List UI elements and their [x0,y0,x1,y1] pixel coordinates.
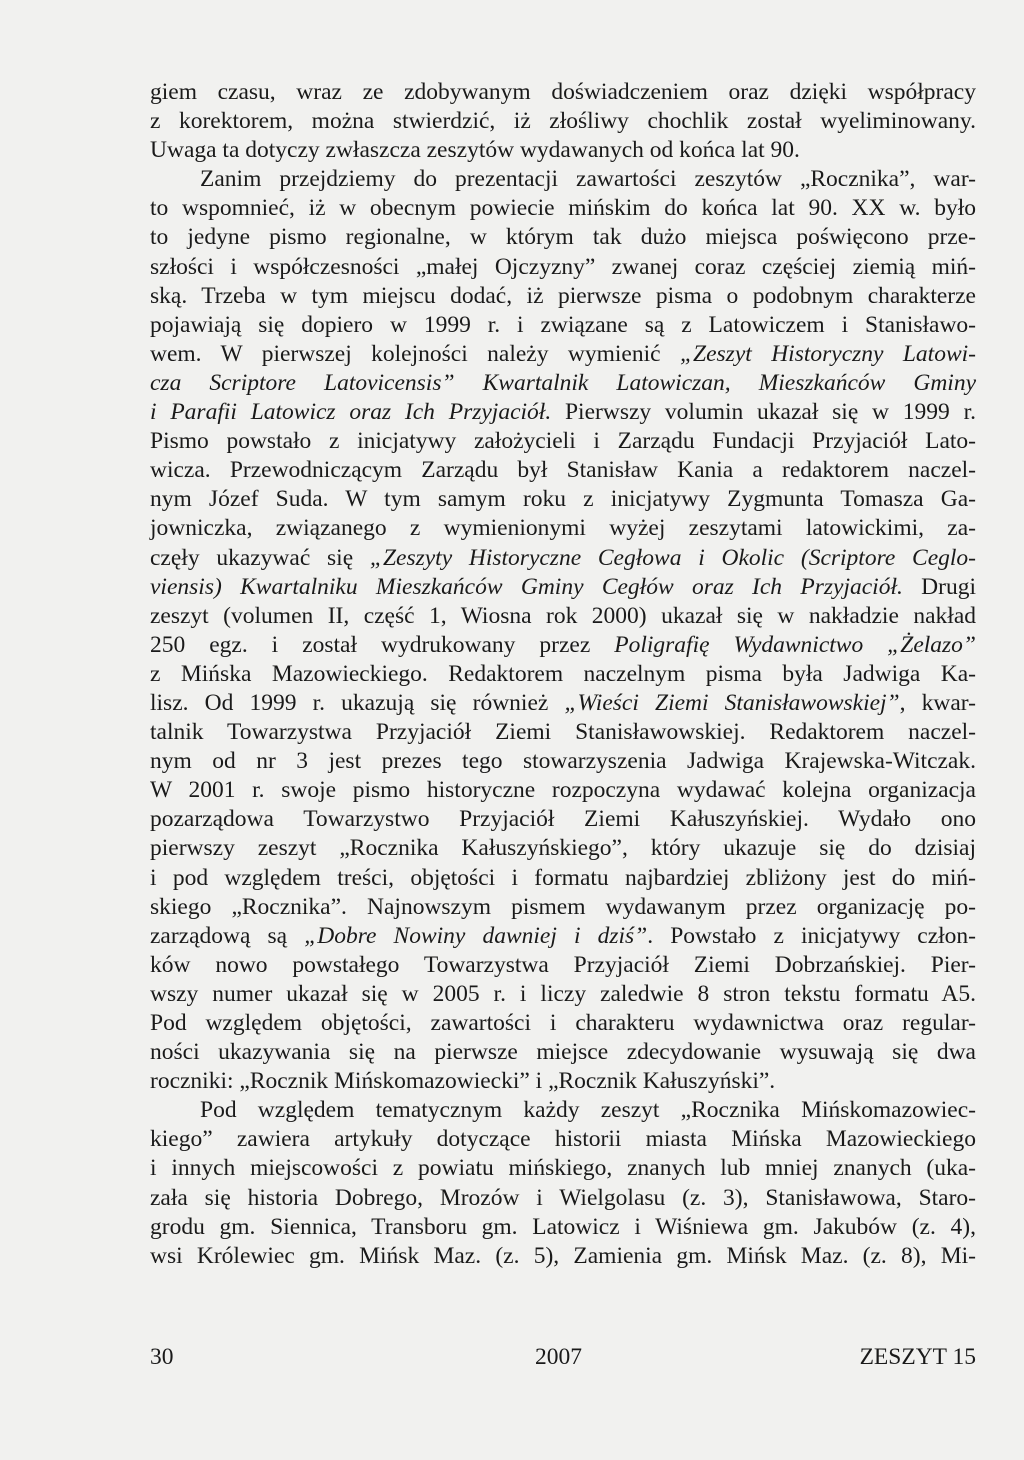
text-line: pierwszy zeszyt „Rocznika Kałuszyńskiego”, który ukazuje się do dzisiaj [150,835,976,862]
text-line: nym od nr 3 jest prezes tego stowarzyszenia Jadwiga Krajewska-Witczak. [150,748,976,775]
text-line: jowniczka, związanego z wymienionymi wyżej zeszytami latowickimi, za- [150,515,976,542]
page-footer [150,1344,976,1374]
text-line: pojawiają się dopiero w 1999 r. i związane są z Latowiczem i Stanisławo- [150,311,976,338]
text-line: W 2001 r. swoje pismo historyczne rozpoczyna wydawać kolejna organizacja [150,777,976,804]
page-number: 30 [150,1344,174,1370]
body-text [150,78,976,1271]
text-line: 250 egz. i został wydrukowany przez Poligrafię Wydawnictwo „Żelazo” [150,631,976,658]
text-line: nym Józef Suda. W tym samym roku z inicjatywy Zygmunta Tomasza Ga- [150,486,976,513]
text-line: zarządową są „Dobre Nowiny dawniej i dziś”. Powstało z inicjatywy człon- [150,922,976,949]
text-line: ską. Trzeba w tym miejscu dodać, iż pierwsze pisma o podobnym charakterze [150,282,976,309]
text-line: wicza. Przewodniczącym Zarządu był Stanisław Kania a redaktorem naczel- [150,457,976,484]
text-line: kiego” zawiera artykuły dotyczące historii miasta Mińska Mazowieckiego [150,1126,976,1153]
italic-title: „Dobre Nowiny dawniej i dziś” [304,922,648,949]
text-line: i pod względem treści, objętości i formatu najbardziej zbliżony jest do miń- [150,864,976,891]
text-line: ności ukazywania się na pierwsze miejsce zdecydowanie wysuwają się dwa [150,1039,976,1066]
text-line: i innych miejscowości z powiatu mińskiego, znanych lub mniej znanych (uka- [150,1155,976,1182]
italic-title: „Zeszyty Historyczne Cegłowa i Okolic (Scriptore Ceglo- [369,544,976,571]
text-line: z korektorem, można stwierdzić, iż złośliwy chochlik został wyeliminowany. [150,108,976,135]
text-line: lisz. Od 1999 r. ukazują się również „Wieści Ziemi Stanisławowskiej”, kwar- [150,689,976,716]
italic-title: viensis) Kwartalniku Mieszkańców Gminy Cegłów oraz Ich Przyjaciół. [150,573,903,600]
italic-title: „Wieści Ziemi Stanisławowskiej” [564,689,900,716]
italic-title: i Parafii Latowicz oraz Ich Przyjaciół. [150,399,552,426]
text-line: to jedyne pismo regionalne, w którym tak dużo miejsca poświęcono prze- [150,224,976,251]
text-line: zeszyt (volumen II, część 1, Wiosna rok 2000) ukazał się w nakładzie nakład [150,602,976,629]
text-line: to wspomnieć, iż w obecnym powiecie mińskim do końca lat 90. XX w. było [150,195,976,222]
text-line: Pod względem tematycznym każdy zeszyt „Rocznika Mińskomazowiec- [200,1097,976,1124]
italic-title: Poligrafię Wydawnictwo „Żelazo” [614,631,976,658]
text-line: Zanim przejdziemy do prezentacji zawartości zeszytów „Rocznika”, war- [200,166,976,193]
text-line: viensis) Kwartalniku Mieszkańców Gminy Cegłów oraz Ich Przyjaciół. Drugi [150,573,977,600]
text-line: grodu gm. Siennica, Transboru gm. Latowicz i Wiśniewa gm. Jakubów (z. 4), [150,1213,976,1240]
text-line: pozarządowa Towarzystwo Przyjaciół Ziemi Kałuszyńskiej. Wydało ono [150,806,976,833]
text-line: wsi Królewiec gm. Mińsk Maz. (z. 5), Zamienia gm. Mińsk Maz. (z. 8), Mi- [150,1242,976,1269]
text-line: ków nowo powstałego Towarzystwa Przyjaciół Ziemi Dobrzańskiej. Pier- [150,951,976,978]
text-line: częły ukazywać się „Zeszyty Historyczne Cegłowa i Okolic (Scriptore Ceglo- [150,544,976,571]
text-line: Uwaga ta dotyczy zwłaszcza zeszytów wydawanych od końca lat 90. [150,137,800,164]
text-line: Pismo powstało z inicjatywy założycieli i Zarządu Fundacji Przyjaciół Lato- [150,428,976,455]
text-line: roczniki: „Rocznik Mińskomazowiecki” i „Rocznik Kałuszyński”. [150,1068,776,1095]
text-line: cza Scriptore Latovicensis” Kwartalnik Latowiczan, Mieszkańców Gminy [150,369,976,396]
footer-issue: ZESZYT 15 [859,1344,976,1370]
footer-year: 2007 [535,1344,582,1370]
text-line: giem czasu, wraz ze zdobywanym doświadczeniem oraz dzięki współpracy [150,79,976,105]
text-line: i Parafii Latowicz oraz Ich Przyjaciół. Pierwszy volumin ukazał się w 1999 r. [150,399,976,426]
text-line: Pod względem objętości, zawartości i charakteru wydawnictwa oraz regular- [150,1010,976,1036]
text-line: wszy numer ukazał się w 2005 r. i liczy zaledwie 8 stron tekstu formatu A5. [150,980,976,1007]
text-line: wem. W pierwszej kolejności należy wymienić „Zeszyt Historyczny Latowi- [150,340,976,367]
text-line: skiego „Rocznika”. Najnowszym pismem wydawanym przez organizację po- [150,893,976,920]
text-line: talnik Towarzystwa Przyjaciół Ziemi Stanisławowskiej. Redaktorem naczel- [150,719,976,746]
italic-title: „Zeszyt Historyczny Latowi- [679,340,976,367]
text-line: z Mińska Mazowieckiego. Redaktorem naczelnym pisma była Jadwiga Ka- [150,660,976,687]
text-line: szłości i współczesności „małej Ojczyzny” zwanej coraz częściej ziemią miń- [150,253,976,280]
text-line: zała się historia Dobrego, Mrozów i Wielgolasu (z. 3), Stanisławowa, Staro- [150,1184,976,1211]
